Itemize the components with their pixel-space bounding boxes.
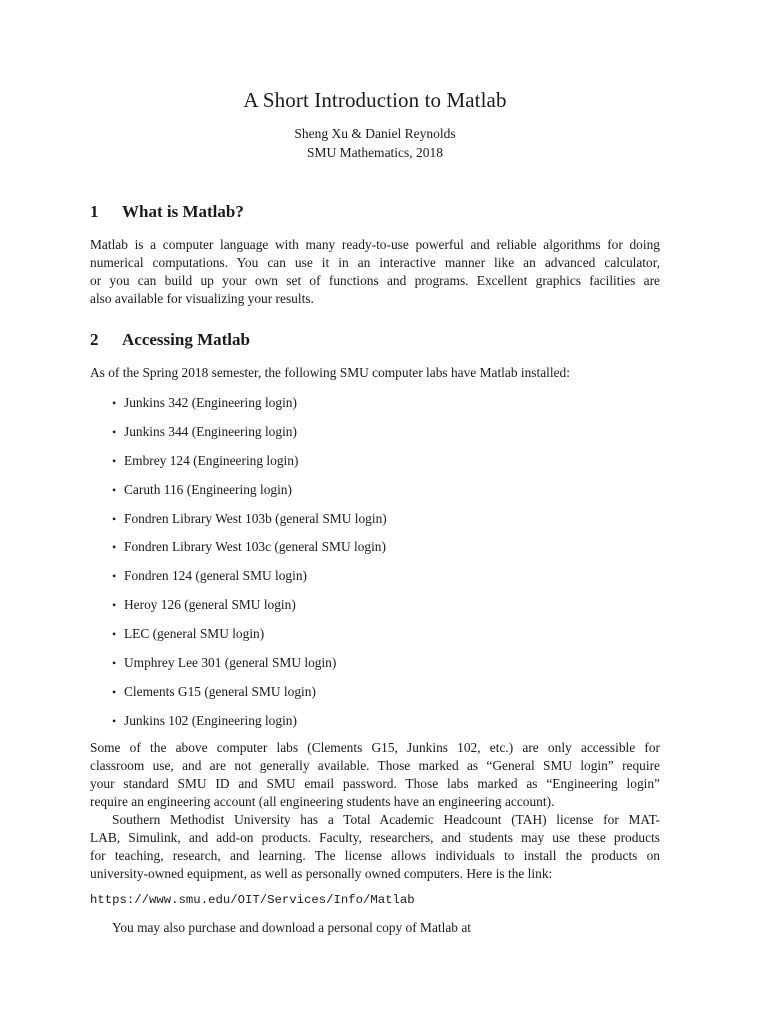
- affiliation: SMU Mathematics, 2018: [306, 145, 444, 160]
- list-item: • Junkins 102 (Engineering login): [112, 712, 297, 728]
- paragraph-line: Southern Methodist University has a Total Academic Headcount (TAH) license for MAT-: [112, 812, 660, 827]
- list-item: • Fondren 124 (general SMU login): [112, 568, 307, 584]
- document-title: A Short Introduction to Matlab: [243, 88, 507, 112]
- section-2-title: Accessing Matlab: [122, 330, 250, 349]
- section-1-paragraph: [90, 236, 660, 308]
- paragraph-line: university-owned equipment, as well as personally owned computers. Here is the link:: [90, 866, 553, 881]
- list-item: • Embrey 124 (Engineering login): [112, 452, 299, 468]
- paragraph-line: LAB, Simulink, and add-on products. Faculty, researchers, and students may use these products: [90, 830, 660, 845]
- paragraph-line: or you can build up your own set of functions and programs. Excellent graphics facilities are: [90, 273, 660, 288]
- section-2-number: 2: [90, 330, 99, 349]
- section-2-intro: As of the Spring 2018 semester, the following SMU computer labs have Matlab installed:: [90, 365, 570, 380]
- section-2-paragraph-3: You may also purchase and download a personal copy of Matlab at: [112, 920, 471, 935]
- paragraph-line: also available for visualizing your results.: [90, 291, 314, 306]
- section-2-paragraph-2: [90, 811, 660, 883]
- authors: Sheng Xu & Daniel Reynolds: [294, 126, 456, 141]
- list-item: • Fondren Library West 103c (general SMU login): [112, 539, 386, 555]
- list-item: • Heroy 126 (general SMU login): [112, 597, 296, 613]
- list-item: • Junkins 344 (Engineering login): [112, 423, 297, 439]
- paragraph-line: numerical computations. You can use it in an interactive manner like an advanced calculator,: [90, 255, 660, 270]
- list-item: • LEC (general SMU login): [112, 626, 265, 642]
- paragraph-line: for teaching, research, and learning. The license allows individuals to install the products on: [90, 848, 660, 863]
- list-item: • Caruth 116 (Engineering login): [112, 481, 292, 497]
- author-block: [90, 124, 660, 162]
- list-item: • Fondren Library West 103b (general SMU login): [112, 510, 387, 526]
- section-1-heading: [90, 202, 244, 222]
- matlab-license-link[interactable]: https://www.smu.edu/OIT/Services/Info/Matlab: [90, 893, 415, 907]
- paragraph-line: your standard SMU ID and SMU email password. Those labs marked as “Engineering login”: [90, 776, 660, 791]
- list-item: • Clements G15 (general SMU login): [112, 683, 316, 699]
- section-1-title: What is Matlab?: [122, 202, 244, 221]
- paragraph-line: Matlab is a computer language with many ready-to-use powerful and reliable algorithms for doing: [90, 237, 660, 252]
- list-item: • Umphrey Lee 301 (general SMU login): [112, 655, 337, 671]
- paragraph-line: require an engineering account (all engineering students have an engineering account).: [90, 794, 555, 809]
- section-1-number: 1: [90, 202, 99, 221]
- section-2-heading: [90, 330, 250, 350]
- section-2-paragraph-1: [90, 739, 660, 811]
- paragraph-line: classroom use, and are not generally available. Those marked as “General SMU login” require: [90, 758, 660, 773]
- list-item: • Junkins 342 (Engineering login): [112, 395, 297, 410]
- paragraph-line: Some of the above computer labs (Clements G15, Junkins 102, etc.) are only accessible for: [90, 740, 660, 755]
- lab-list: [90, 394, 660, 741]
